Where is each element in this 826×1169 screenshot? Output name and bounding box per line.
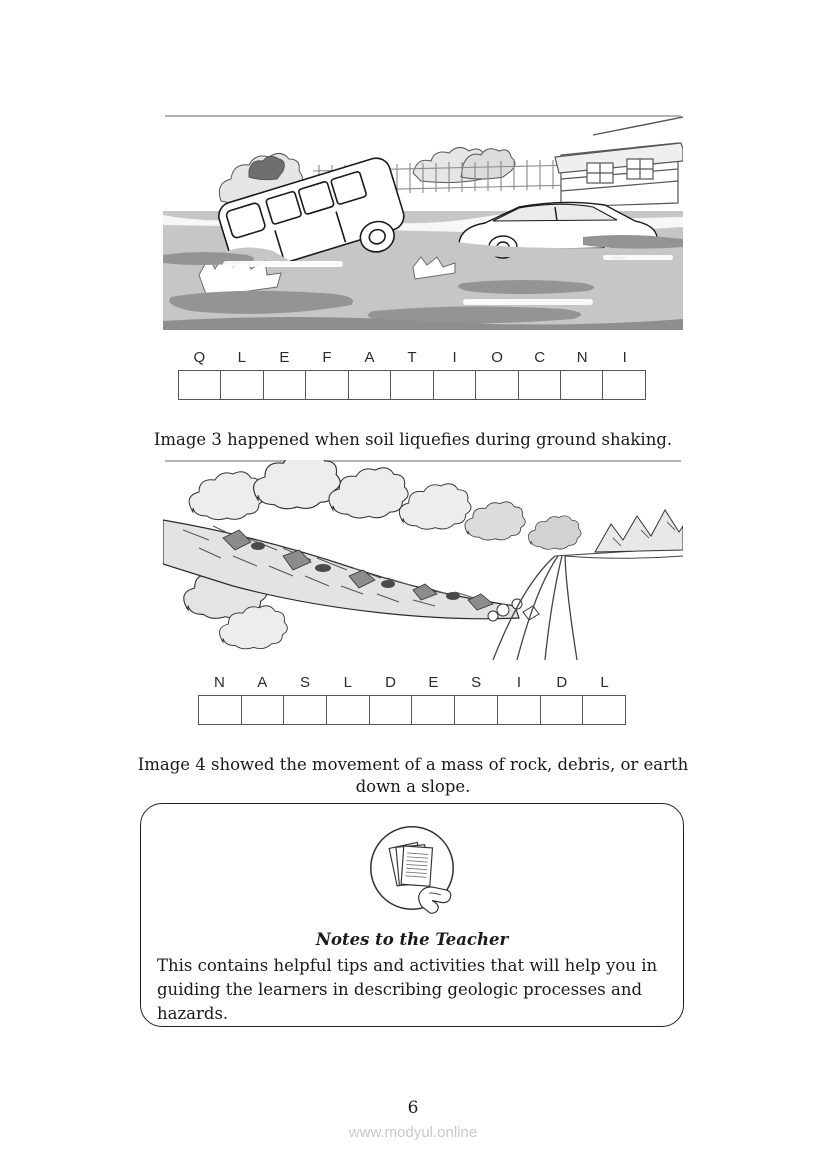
image3-caption: Image 3 happened when soil liquefies during ground shaking. <box>153 429 673 449</box>
scrambled-letter: E <box>279 349 290 366</box>
scrambled-letter: A <box>364 349 375 366</box>
answer-box <box>411 695 455 725</box>
scrambled-letter: N <box>576 349 588 366</box>
answer-box <box>560 370 604 400</box>
notes-body-text: This contains helpful tips and activities that will help you in guiding the learners in describing geologic processes and hazards. <box>157 956 658 1023</box>
answer-box <box>220 370 264 400</box>
image4-caption: Image 4 showed the movement of a mass of rock, debris, or earth down a slope. <box>137 754 689 796</box>
answer-box <box>454 695 498 725</box>
scrambled-letter: N <box>213 674 225 691</box>
answer-box <box>348 370 392 400</box>
scrambled-letter: D <box>385 674 396 691</box>
flood-liquefaction-illustration <box>163 115 683 330</box>
scrambled-letter: L <box>600 674 609 691</box>
flood-scene-drawing <box>163 115 683 330</box>
answer-box <box>433 370 477 400</box>
scrambled-letter: D <box>556 674 568 691</box>
answer-box <box>602 370 646 400</box>
scrambled-letters-liquefaction <box>178 347 646 369</box>
answer-box <box>518 370 562 400</box>
scrambled-letter: I <box>452 349 457 366</box>
scrambled-letter: C <box>534 349 546 366</box>
landslide-scene-drawing <box>163 460 683 660</box>
answer-boxes-liquefaction <box>178 370 646 400</box>
answer-box <box>305 370 349 400</box>
papers-in-hand-icon <box>366 822 458 914</box>
scrambled-letter: I <box>516 674 522 691</box>
scrambled-letter: L <box>237 349 246 366</box>
scrambled-letter: A <box>257 674 268 691</box>
scrambled-letter: Q <box>193 349 206 366</box>
scrambled-letter: S <box>471 674 482 691</box>
answer-box <box>540 695 584 725</box>
scrambled-letter: O <box>491 349 503 366</box>
landslide-illustration <box>163 460 683 660</box>
answer-box <box>497 695 541 725</box>
notes-icon-wrap <box>141 822 683 914</box>
scrambled-letter: L <box>343 674 352 691</box>
scrambled-letter: S <box>299 674 310 691</box>
notes-title: Notes to the Teacher <box>315 930 509 949</box>
watermark: www.modyul.online <box>348 1124 478 1141</box>
answer-box <box>326 695 370 725</box>
answer-box <box>475 370 519 400</box>
answer-box <box>582 695 626 725</box>
answer-box <box>390 370 434 400</box>
scrambled-letters-landslides <box>198 672 626 694</box>
answer-boxes-landslides <box>198 695 626 725</box>
answer-box <box>369 695 413 725</box>
scrambled-letter: T <box>407 349 417 366</box>
answer-box <box>283 695 327 725</box>
answer-box <box>178 370 222 400</box>
scrambled-letter: I <box>622 349 627 366</box>
answer-box <box>241 695 285 725</box>
answer-box <box>198 695 242 725</box>
page-number: 6 <box>407 1098 419 1118</box>
scrambled-letter: F <box>322 349 332 366</box>
scrambled-letter: E <box>428 674 439 691</box>
answer-box <box>263 370 307 400</box>
notes-to-teacher-box <box>140 803 684 1027</box>
